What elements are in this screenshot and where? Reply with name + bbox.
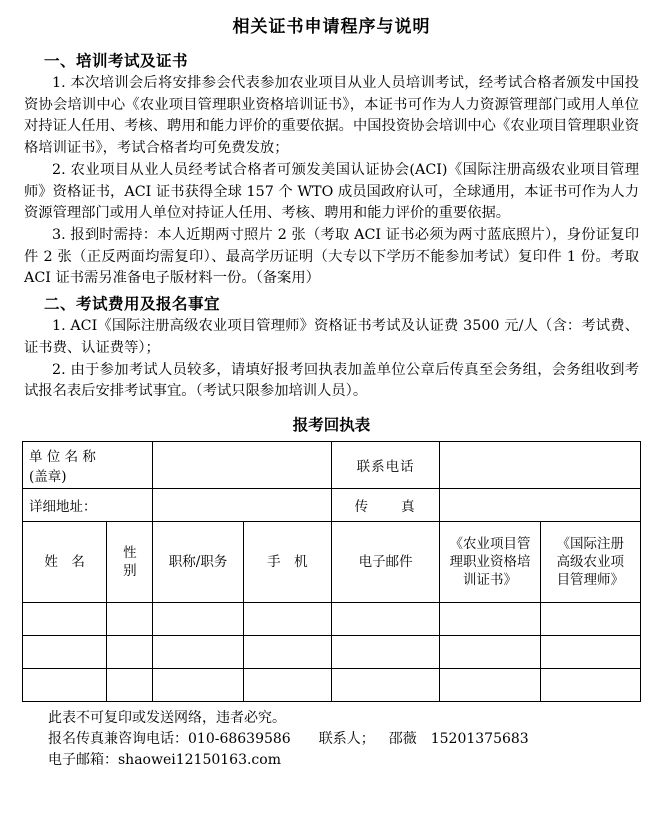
email-value-text: shaowei12150163.com [118, 752, 281, 769]
cert-aci-line3: 目管理师》 [556, 572, 625, 589]
footer-notice: 此表不可复印或发送网络，违者必究。 [48, 710, 286, 727]
table-header-row [23, 522, 641, 603]
column-header-name: 姓 名 [23, 522, 107, 603]
cell-gender[interactable] [107, 669, 153, 702]
table-row-unit-name [23, 442, 641, 489]
phone-value[interactable] [440, 442, 641, 489]
column-header-mobile: 手 机 [243, 522, 331, 603]
cert-aci-line2: 高级农业项 [556, 553, 625, 570]
unit-name-label-line2: (盖章) [29, 469, 67, 486]
table-row-address [23, 489, 641, 522]
cert-aci-line1: 《国际注册 [556, 535, 625, 552]
contact-phone-text: 15201375683 [430, 731, 529, 748]
cell-email[interactable] [331, 669, 439, 702]
column-header-cert-aci [540, 522, 640, 603]
fax-number-text: 010-68639586 [188, 731, 291, 748]
cell-name[interactable] [23, 603, 107, 636]
section-heading-1: 一、培训考试及证书 [44, 51, 189, 70]
section-2-paragraph-1: 1. ACI《国际注册高级农业项目管理师》资格证书考试及认证费 3500 元/人（含：考试费、证书费、认证费等）； [24, 318, 639, 356]
table-row [23, 603, 641, 636]
phone-label: 联系电话 [331, 442, 439, 489]
section-1-paragraph-3: 3. 报到时需持：本人近期两寸照片 2 张（考取 ACI 证书必须为两寸蓝底照片），身份证复印件 2 张（正反两面均需复印）、最高学历证明（大专以下学历不能参加考试）复印件 1 份。考取 ACI 证书需另准备电子版材料一份。（备案用） [24, 227, 639, 287]
cell-mobile[interactable] [243, 603, 331, 636]
cell-name[interactable] [23, 669, 107, 702]
registration-回执-table [22, 441, 641, 702]
fax-label: 传 真 [331, 489, 439, 522]
cell-cert-aci[interactable] [540, 669, 640, 702]
column-header-cert-training [440, 522, 540, 603]
form-title: 报考回执表 [292, 415, 371, 435]
column-header-gender: 性 别 [107, 522, 153, 603]
cell-cert-training[interactable] [440, 603, 540, 636]
cert-training-line1: 《农业项目管 [449, 535, 531, 552]
footer-contact-line [48, 729, 641, 750]
cell-cert-aci[interactable] [540, 603, 640, 636]
cell-email[interactable] [331, 636, 439, 669]
address-value[interactable] [153, 489, 332, 522]
contact-name-text: 邵薇 [388, 731, 417, 748]
cell-mobile[interactable] [243, 636, 331, 669]
section-heading-2: 二、考试费用及报名事宜 [44, 294, 221, 314]
fax-value[interactable] [440, 489, 641, 522]
cell-email[interactable] [331, 603, 439, 636]
table-row [23, 636, 641, 669]
cell-name[interactable] [23, 636, 107, 669]
unit-name-value[interactable] [153, 442, 332, 489]
table-row [23, 669, 641, 702]
footer-email-line [48, 750, 641, 771]
section-1-paragraph-2: 2. 农业项目从业人员经考试合格者可颁发美国认证协会(ACI)《国际注册高级农业项目管理师》资格证书，ACI 证书获得全球 157 个 WTO 成员国政府认可，全球通用，本证书可作为人力资源管理部门或用人单位对持证人任用、考核、聘用和能力评价的重要依据。 [24, 161, 639, 222]
unit-name-label-line1: 单 位 名 称 [29, 449, 96, 466]
email-label-text: 电子邮箱： [48, 752, 118, 769]
unit-name-label [23, 442, 153, 489]
cell-title[interactable] [153, 636, 243, 669]
column-header-email: 电子邮件 [331, 522, 439, 603]
column-header-title: 职称/职务 [153, 522, 243, 603]
fax-label-text: 报名传真兼咨询电话： [48, 731, 188, 748]
cell-cert-training[interactable] [440, 669, 540, 702]
cell-gender[interactable] [107, 603, 153, 636]
section-1-paragraph-1: 1. 本次培训会后将安排参会代表参加农业项目从业人员培训考试，经考试合格者颁发中国投资协会培训中心《农业项目管理职业资格培训证书》，本证书可作为人力资源管理部门或用人单位对持证人任用、考核、聘用和能力评价的重要依据。中国投资协会培训中心《农业项目管理职业资格培训证书》，考试合格者均可免费发放； [24, 75, 639, 157]
cell-cert-training[interactable] [440, 636, 540, 669]
footer [22, 708, 641, 771]
cert-training-line3: 训证书》 [462, 572, 517, 589]
cert-training-line2: 理职业资格培 [449, 553, 531, 570]
cell-title[interactable] [153, 603, 243, 636]
cell-gender[interactable] [107, 636, 153, 669]
address-label: 详细地址： [23, 489, 153, 522]
section-2-paragraph-2: 2. 由于参加考试人员较多，请填好报考回执表加盖单位公章后传真至会务组，会务组收到考试报名表后安排考试事宜。（考试只限参加培训人员）。 [24, 361, 639, 400]
contact-label-text: 联系人； [318, 731, 375, 748]
page-title: 相关证书申请程序与说明 [232, 17, 431, 37]
cell-title[interactable] [153, 669, 243, 702]
cell-cert-aci[interactable] [540, 636, 640, 669]
cell-mobile[interactable] [243, 669, 331, 702]
